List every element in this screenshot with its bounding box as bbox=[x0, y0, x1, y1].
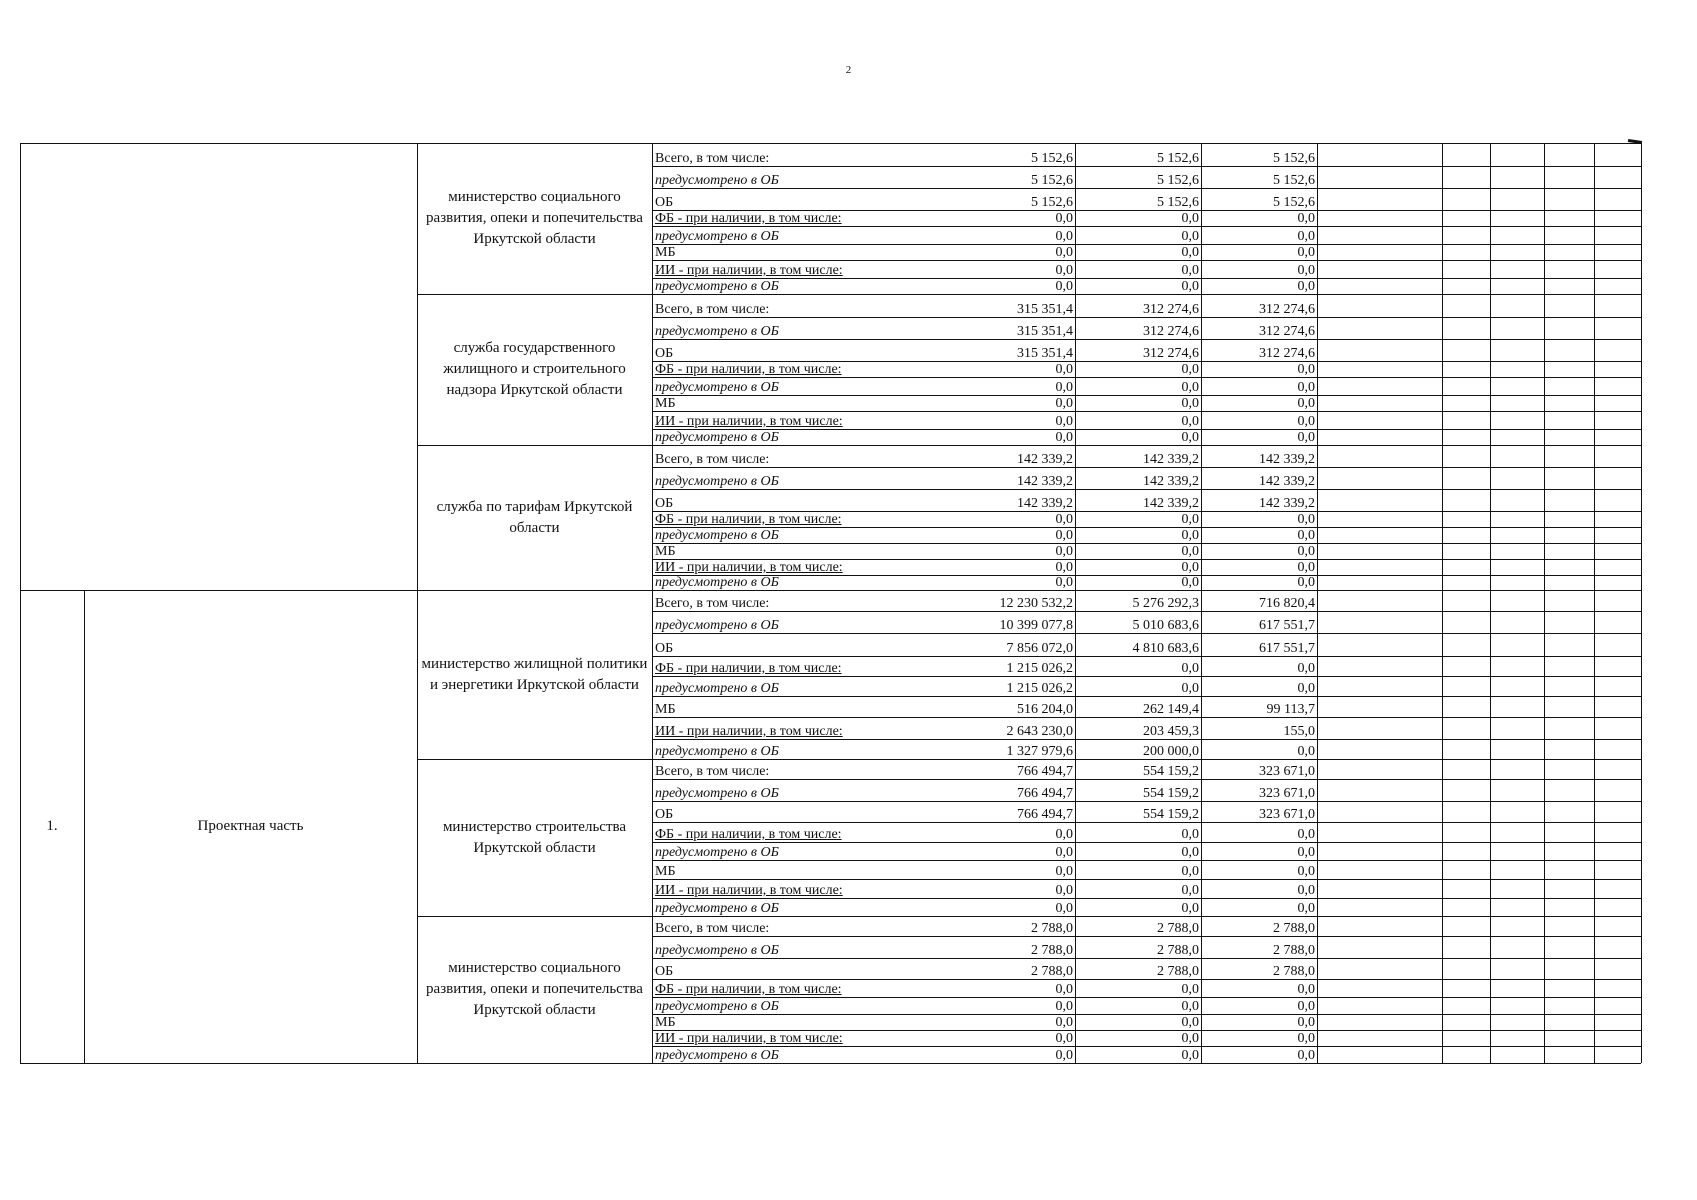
funding-source-label: ФБ - при наличии, в том числе: bbox=[655, 362, 842, 377]
amount-v3: 0,0 bbox=[1297, 544, 1315, 559]
amount-v3: 99 113,7 bbox=[1266, 702, 1315, 717]
amount-v1: 5 152,6 bbox=[1031, 173, 1073, 188]
table-row bbox=[652, 559, 1652, 575]
table-row bbox=[652, 429, 1652, 445]
amount-v3: 0,0 bbox=[1297, 661, 1315, 676]
amount-v3: 0,0 bbox=[1297, 512, 1315, 527]
amount-v2: 554 159,2 bbox=[1143, 764, 1199, 779]
amount-v3: 0,0 bbox=[1297, 901, 1315, 916]
funding-source-label: предусмотрено в ОБ bbox=[655, 279, 779, 294]
funding-source-label: ИИ - при наличии, в том числе: bbox=[655, 263, 843, 278]
table-row bbox=[652, 294, 1652, 317]
table-row bbox=[652, 696, 1652, 717]
amount-v1: 12 230 532,2 bbox=[999, 596, 1073, 611]
amount-v1: 0,0 bbox=[1055, 430, 1073, 445]
amount-v3: 716 820,4 bbox=[1259, 596, 1315, 611]
amount-v2: 0,0 bbox=[1181, 864, 1199, 879]
amount-v2: 0,0 bbox=[1181, 414, 1199, 429]
executor-name: министерство строительства Иркутской области bbox=[442, 818, 627, 856]
funding-source-label: ОБ bbox=[655, 195, 674, 210]
amount-v2: 2 788,0 bbox=[1157, 964, 1199, 979]
amount-v3: 0,0 bbox=[1297, 744, 1315, 759]
amount-v2: 2 788,0 bbox=[1157, 943, 1199, 958]
table-row bbox=[652, 543, 1652, 559]
amount-v3: 142 339,2 bbox=[1259, 474, 1315, 489]
table-row bbox=[652, 822, 1652, 842]
amount-v2: 142 339,2 bbox=[1143, 452, 1199, 467]
amount-v2: 0,0 bbox=[1181, 1048, 1199, 1063]
amount-v1: 0,0 bbox=[1055, 827, 1073, 842]
table-row bbox=[652, 842, 1652, 860]
funding-source-label: предусмотрено в ОБ bbox=[655, 575, 779, 590]
amount-v3: 142 339,2 bbox=[1259, 452, 1315, 467]
funding-source-label: предусмотрено в ОБ bbox=[655, 1048, 779, 1063]
table-row bbox=[652, 445, 1652, 467]
amount-v2: 0,0 bbox=[1181, 544, 1199, 559]
funding-source-label: МБ bbox=[655, 396, 676, 411]
amount-v1: 766 494,7 bbox=[1017, 786, 1073, 801]
amount-v1: 0,0 bbox=[1055, 245, 1073, 260]
funding-source-label: предусмотрено в ОБ bbox=[655, 943, 779, 958]
amount-v2: 142 339,2 bbox=[1143, 496, 1199, 511]
funding-source-label: ИИ - при наличии, в том числе: bbox=[655, 560, 843, 575]
amount-v2: 0,0 bbox=[1181, 528, 1199, 543]
amount-v1: 766 494,7 bbox=[1017, 764, 1073, 779]
table-row bbox=[652, 143, 1652, 166]
funding-source-label: предусмотрено в ОБ bbox=[655, 901, 779, 916]
amount-v3: 323 671,0 bbox=[1259, 807, 1315, 822]
amount-v1: 0,0 bbox=[1055, 845, 1073, 860]
amount-v2: 0,0 bbox=[1181, 380, 1199, 395]
funding-source-label: ФБ - при наличии, в том числе: bbox=[655, 827, 842, 842]
amount-v2: 0,0 bbox=[1181, 575, 1199, 590]
table-row bbox=[652, 590, 1652, 611]
amount-v2: 0,0 bbox=[1181, 845, 1199, 860]
page-number: 2 bbox=[845, 64, 852, 76]
table-row bbox=[652, 676, 1652, 696]
funding-source-label: Всего, в том числе: bbox=[655, 764, 770, 779]
amount-v3: 0,0 bbox=[1297, 245, 1315, 260]
table-row bbox=[652, 1046, 1652, 1063]
amount-v3: 0,0 bbox=[1297, 827, 1315, 842]
table-row bbox=[652, 916, 1652, 936]
amount-v1: 7 856 072,0 bbox=[1006, 641, 1073, 656]
amount-v2: 0,0 bbox=[1181, 901, 1199, 916]
funding-source-label: ИИ - при наличии, в том числе: bbox=[655, 883, 843, 898]
amount-v1: 0,0 bbox=[1055, 982, 1073, 997]
table-row bbox=[652, 210, 1652, 226]
funding-source-label: МБ bbox=[655, 245, 676, 260]
funding-source-label: предусмотрено в ОБ bbox=[655, 528, 779, 543]
table-row bbox=[652, 979, 1652, 997]
table-row bbox=[652, 656, 1652, 676]
funding-source-label: ФБ - при наличии, в том числе: bbox=[655, 211, 842, 226]
amount-v1: 0,0 bbox=[1055, 263, 1073, 278]
funding-source-label: предусмотрено в ОБ bbox=[655, 845, 779, 860]
amount-v1: 142 339,2 bbox=[1017, 496, 1073, 511]
table-row bbox=[652, 361, 1652, 377]
table-row bbox=[652, 467, 1652, 489]
amount-v1: 0,0 bbox=[1055, 1048, 1073, 1063]
amount-v3: 0,0 bbox=[1297, 864, 1315, 879]
amount-v2: 312 274,6 bbox=[1143, 346, 1199, 361]
amount-v1: 0,0 bbox=[1055, 362, 1073, 377]
table-row bbox=[652, 395, 1652, 411]
table-row bbox=[652, 958, 1652, 979]
amount-v2: 4 810 683,6 bbox=[1132, 641, 1199, 656]
table-row bbox=[652, 936, 1652, 958]
amount-v1: 0,0 bbox=[1055, 1015, 1073, 1030]
amount-v2: 5 152,6 bbox=[1157, 195, 1199, 210]
amount-v3: 0,0 bbox=[1297, 1015, 1315, 1030]
amount-v1: 142 339,2 bbox=[1017, 452, 1073, 467]
funding-source-label: Всего, в том числе: bbox=[655, 921, 770, 936]
amount-v2: 5 152,6 bbox=[1157, 151, 1199, 166]
amount-v2: 142 339,2 bbox=[1143, 474, 1199, 489]
amount-v2: 5 010 683,6 bbox=[1132, 618, 1199, 633]
funding-source-label: ФБ - при наличии, в том числе: bbox=[655, 512, 842, 527]
amount-v2: 0,0 bbox=[1181, 1015, 1199, 1030]
amount-v3: 0,0 bbox=[1297, 575, 1315, 590]
amount-v2: 262 149,4 bbox=[1143, 702, 1199, 717]
amount-v3: 2 788,0 bbox=[1273, 921, 1315, 936]
amount-v2: 5 276 292,3 bbox=[1132, 596, 1199, 611]
amount-v2: 0,0 bbox=[1181, 560, 1199, 575]
funding-source-label: ОБ bbox=[655, 807, 674, 822]
amount-v1: 0,0 bbox=[1055, 575, 1073, 590]
table-row bbox=[652, 377, 1652, 395]
amount-v3: 323 671,0 bbox=[1259, 786, 1315, 801]
section-number: 1. bbox=[46, 818, 58, 834]
table-row bbox=[652, 739, 1652, 759]
table-row bbox=[652, 278, 1652, 294]
amount-v3: 0,0 bbox=[1297, 560, 1315, 575]
amount-v1: 2 788,0 bbox=[1031, 943, 1073, 958]
amount-v2: 554 159,2 bbox=[1143, 786, 1199, 801]
amount-v3: 0,0 bbox=[1297, 380, 1315, 395]
amount-v1: 0,0 bbox=[1055, 229, 1073, 244]
amount-v1: 0,0 bbox=[1055, 1031, 1073, 1046]
amount-v1: 2 788,0 bbox=[1031, 921, 1073, 936]
amount-v1: 1 215 026,2 bbox=[1006, 661, 1073, 676]
amount-v2: 0,0 bbox=[1181, 430, 1199, 445]
amount-v1: 1 215 026,2 bbox=[1006, 681, 1073, 696]
amount-v3: 0,0 bbox=[1297, 883, 1315, 898]
table-row bbox=[652, 860, 1652, 879]
amount-v1: 0,0 bbox=[1055, 560, 1073, 575]
table-row bbox=[652, 317, 1652, 339]
amount-v2: 0,0 bbox=[1181, 827, 1199, 842]
executor-name: министерство жилищной политики и энергетики Иркутской области bbox=[421, 655, 648, 693]
amount-v3: 5 152,6 bbox=[1273, 173, 1315, 188]
executor-name: министерство социального развития, опеки и попечительства Иркутской области bbox=[426, 960, 643, 1018]
amount-v3: 0,0 bbox=[1297, 430, 1315, 445]
amount-v2: 2 788,0 bbox=[1157, 921, 1199, 936]
amount-v3: 323 671,0 bbox=[1259, 764, 1315, 779]
amount-v1: 0,0 bbox=[1055, 528, 1073, 543]
amount-v3: 0,0 bbox=[1297, 982, 1315, 997]
funding-source-label: ИИ - при наличии, в том числе: bbox=[655, 414, 843, 429]
amount-v3: 2 788,0 bbox=[1273, 964, 1315, 979]
amount-v3: 5 152,6 bbox=[1273, 195, 1315, 210]
amount-v1: 0,0 bbox=[1055, 414, 1073, 429]
amount-v1: 0,0 bbox=[1055, 999, 1073, 1014]
table-row bbox=[652, 511, 1652, 527]
amount-v3: 617 551,7 bbox=[1259, 641, 1315, 656]
funding-source-label: предусмотрено в ОБ bbox=[655, 999, 779, 1014]
amount-v2: 0,0 bbox=[1181, 263, 1199, 278]
amount-v3: 312 274,6 bbox=[1259, 346, 1315, 361]
funding-source-label: предусмотрено в ОБ bbox=[655, 380, 779, 395]
funding-source-label: предусмотрено в ОБ bbox=[655, 324, 779, 339]
amount-v2: 0,0 bbox=[1181, 362, 1199, 377]
amount-v3: 0,0 bbox=[1297, 845, 1315, 860]
table-row bbox=[652, 339, 1652, 361]
amount-v3: 0,0 bbox=[1297, 999, 1315, 1014]
amount-v2: 312 274,6 bbox=[1143, 302, 1199, 317]
table-row bbox=[652, 1014, 1652, 1030]
table-row bbox=[652, 1030, 1652, 1046]
table-row bbox=[652, 489, 1652, 511]
amount-v1: 315 351,4 bbox=[1017, 324, 1073, 339]
amount-v1: 0,0 bbox=[1055, 211, 1073, 226]
table-row bbox=[652, 188, 1652, 210]
amount-v3: 0,0 bbox=[1297, 1048, 1315, 1063]
amount-v1: 2 788,0 bbox=[1031, 964, 1073, 979]
table-row bbox=[652, 527, 1652, 543]
table-row bbox=[652, 411, 1652, 429]
funding-source-label: ИИ - при наличии, в том числе: bbox=[655, 1031, 843, 1046]
funding-source-label: предусмотрено в ОБ bbox=[655, 173, 779, 188]
amount-v3: 142 339,2 bbox=[1259, 496, 1315, 511]
amount-v3: 617 551,7 bbox=[1259, 618, 1315, 633]
amount-v2: 0,0 bbox=[1181, 229, 1199, 244]
amount-v1: 2 643 230,0 bbox=[1006, 724, 1073, 739]
amount-v1: 315 351,4 bbox=[1017, 346, 1073, 361]
amount-v1: 10 399 077,8 bbox=[999, 618, 1073, 633]
table-row bbox=[652, 759, 1652, 779]
funding-source-label: ОБ bbox=[655, 964, 674, 979]
table-row bbox=[652, 801, 1652, 822]
amount-v3: 2 788,0 bbox=[1273, 943, 1315, 958]
amount-v3: 0,0 bbox=[1297, 229, 1315, 244]
funding-source-label: МБ bbox=[655, 702, 676, 717]
amount-v1: 315 351,4 bbox=[1017, 302, 1073, 317]
table-row bbox=[652, 575, 1652, 590]
amount-v1: 1 327 979,6 bbox=[1006, 744, 1073, 759]
amount-v1: 5 152,6 bbox=[1031, 195, 1073, 210]
amount-v1: 0,0 bbox=[1055, 901, 1073, 916]
amount-v1: 0,0 bbox=[1055, 380, 1073, 395]
amount-v2: 200 000,0 bbox=[1143, 744, 1199, 759]
amount-v3: 0,0 bbox=[1297, 681, 1315, 696]
amount-v2: 0,0 bbox=[1181, 681, 1199, 696]
amount-v2: 203 459,3 bbox=[1143, 724, 1199, 739]
executor-name: служба по тарифам Иркутской области bbox=[436, 498, 633, 536]
amount-v2: 0,0 bbox=[1181, 245, 1199, 260]
amount-v1: 0,0 bbox=[1055, 544, 1073, 559]
funding-source-label: Всего, в том числе: bbox=[655, 151, 770, 166]
table-row bbox=[652, 898, 1652, 916]
amount-v1: 0,0 bbox=[1055, 864, 1073, 879]
amount-v3: 155,0 bbox=[1283, 724, 1315, 739]
funding-source-label: ОБ bbox=[655, 346, 674, 361]
funding-source-label: предусмотрено в ОБ bbox=[655, 744, 779, 759]
funding-source-label: Всего, в том числе: bbox=[655, 452, 770, 467]
amount-v3: 0,0 bbox=[1297, 362, 1315, 377]
amount-v3: 312 274,6 bbox=[1259, 324, 1315, 339]
amount-v3: 0,0 bbox=[1297, 1031, 1315, 1046]
table-row bbox=[652, 226, 1652, 244]
table-row bbox=[652, 633, 1652, 656]
amount-v1: 516 204,0 bbox=[1017, 702, 1073, 717]
amount-v1: 5 152,6 bbox=[1031, 151, 1073, 166]
funding-source-label: предусмотрено в ОБ bbox=[655, 681, 779, 696]
amount-v1: 766 494,7 bbox=[1017, 807, 1073, 822]
table-row bbox=[652, 166, 1652, 188]
amount-v3: 0,0 bbox=[1297, 528, 1315, 543]
funding-source-label: предусмотрено в ОБ bbox=[655, 229, 779, 244]
table-row bbox=[652, 244, 1652, 260]
section-name: Проектная часть bbox=[197, 818, 304, 834]
amount-v1: 0,0 bbox=[1055, 883, 1073, 898]
table-row bbox=[652, 260, 1652, 278]
executor-name: служба государственного жилищного и строительного надзора Иркутской области bbox=[443, 340, 626, 398]
amount-v3: 0,0 bbox=[1297, 211, 1315, 226]
amount-v2: 0,0 bbox=[1181, 512, 1199, 527]
amount-v2: 0,0 bbox=[1181, 883, 1199, 898]
funding-source-label: ОБ bbox=[655, 641, 674, 656]
table-row bbox=[652, 779, 1652, 801]
executor-name: министерство социального развития, опеки и попечительства Иркутской области bbox=[426, 189, 643, 247]
funding-source-label: предусмотрено в ОБ bbox=[655, 786, 779, 801]
amount-v3: 0,0 bbox=[1297, 279, 1315, 294]
table-row bbox=[652, 879, 1652, 898]
funding-source-label: ИИ - при наличии, в том числе: bbox=[655, 724, 843, 739]
amount-v2: 0,0 bbox=[1181, 211, 1199, 226]
amount-v2: 0,0 bbox=[1181, 396, 1199, 411]
amount-v1: 142 339,2 bbox=[1017, 474, 1073, 489]
funding-source-label: МБ bbox=[655, 544, 676, 559]
funding-source-label: ФБ - при наличии, в том числе: bbox=[655, 661, 842, 676]
amount-v3: 312 274,6 bbox=[1259, 302, 1315, 317]
amount-v2: 0,0 bbox=[1181, 999, 1199, 1014]
amount-v2: 0,0 bbox=[1181, 279, 1199, 294]
amount-v3: 0,0 bbox=[1297, 396, 1315, 411]
funding-source-label: предусмотрено в ОБ bbox=[655, 618, 779, 633]
amount-v2: 312 274,6 bbox=[1143, 324, 1199, 339]
amount-v3: 5 152,6 bbox=[1273, 151, 1315, 166]
funding-source-label: МБ bbox=[655, 864, 676, 879]
funding-source-label: предусмотрено в ОБ bbox=[655, 474, 779, 489]
amount-v2: 0,0 bbox=[1181, 1031, 1199, 1046]
amount-v2: 0,0 bbox=[1181, 661, 1199, 676]
funding-source-label: Всего, в том числе: bbox=[655, 302, 770, 317]
funding-source-label: предусмотрено в ОБ bbox=[655, 430, 779, 445]
amount-v1: 0,0 bbox=[1055, 512, 1073, 527]
amount-v3: 0,0 bbox=[1297, 263, 1315, 278]
funding-source-label: МБ bbox=[655, 1015, 676, 1030]
amount-v1: 0,0 bbox=[1055, 396, 1073, 411]
funding-source-label: ФБ - при наличии, в том числе: bbox=[655, 982, 842, 997]
table-row bbox=[652, 717, 1652, 739]
funding-source-label: ОБ bbox=[655, 496, 674, 511]
amount-v2: 554 159,2 bbox=[1143, 807, 1199, 822]
table-row bbox=[652, 997, 1652, 1014]
table-row bbox=[652, 611, 1652, 633]
amount-v1: 0,0 bbox=[1055, 279, 1073, 294]
amount-v2: 5 152,6 bbox=[1157, 173, 1199, 188]
funding-source-label: Всего, в том числе: bbox=[655, 596, 770, 611]
amount-v3: 0,0 bbox=[1297, 414, 1315, 429]
amount-v2: 0,0 bbox=[1181, 982, 1199, 997]
